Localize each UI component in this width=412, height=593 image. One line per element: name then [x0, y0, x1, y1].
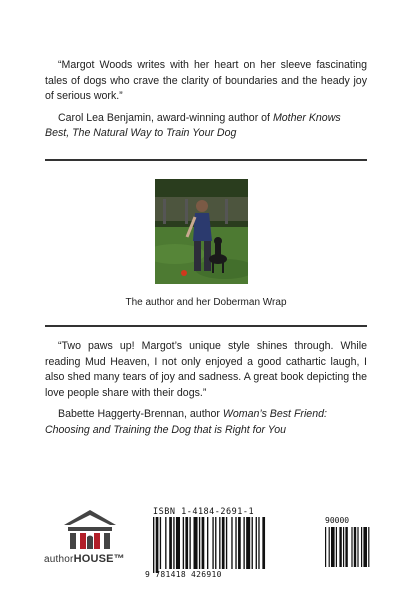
publisher-name-suffix: HOUSE™ — [73, 553, 125, 565]
review-1 — [45, 58, 367, 142]
publisher-logo — [50, 507, 140, 577]
divider-middle — [45, 325, 367, 327]
review-2-attribution — [45, 407, 367, 438]
author-photo — [155, 179, 248, 284]
review-1-attribution — [45, 111, 367, 142]
publisher-wordmark — [44, 553, 125, 565]
review-1-quote: “Margot Woods writes with her heart on her sleeve fascinating tales of dogs who crave the clarity of boundaries and the heady joy of serious work.” — [45, 59, 367, 102]
ean-number: 9 781418 426910 — [145, 570, 222, 579]
divider-top — [45, 159, 367, 161]
photo-caption: The author and her Doberman Wrap — [125, 297, 287, 308]
author-photo-image — [155, 179, 248, 284]
review-1-author: Carol Lea Benjamin, award-winning author of — [58, 111, 273, 124]
isbn-barcode — [143, 507, 375, 582]
review-2-quote: “Two paws up! Margot’s unique style shines through. While reading Mud Heaven, I not only enjoyed a good cathartic laugh, I also shed many tears of joy and sadness. A great book depicting the love people share with their dogs.” — [45, 340, 367, 399]
house-icon — [60, 507, 120, 551]
review-2 — [45, 339, 367, 438]
review-2-works: Woman’s Best Friend: Choosing and Training the Dog that is Right for You — [45, 408, 327, 436]
review-2-author: Babette Haggerty-Brennan, author — [58, 408, 223, 420]
publisher-name-prefix: author — [44, 554, 74, 565]
review-1-works: Mother Knows Best, The Natural Way to Train Your Dog — [45, 111, 341, 139]
price-code: 90000 — [325, 516, 350, 525]
isbn-number: ISBN 1-4184-2691-1 — [153, 507, 255, 517]
